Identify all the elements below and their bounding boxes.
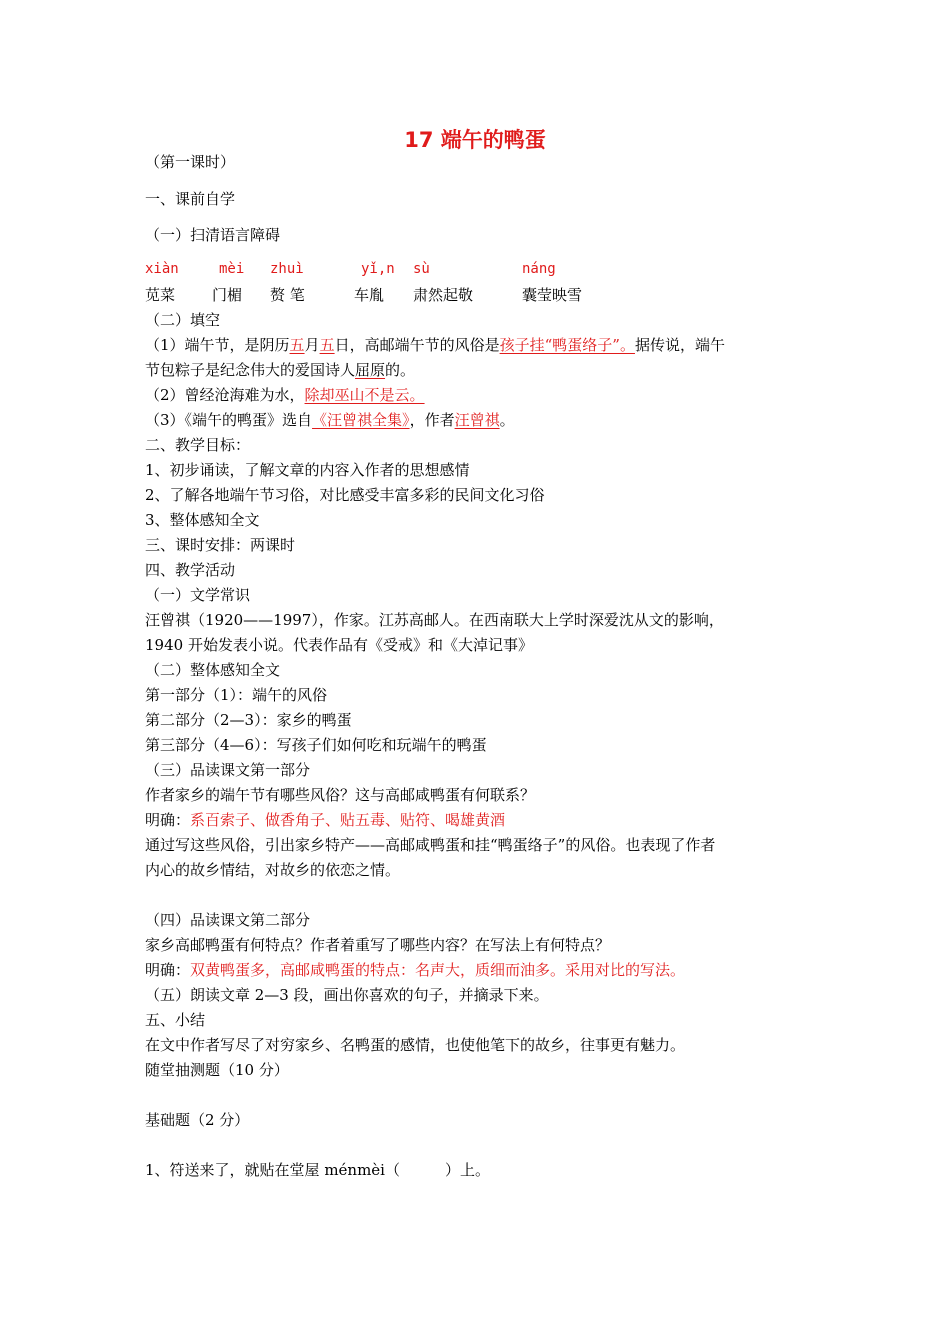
- explanation-text: 通过写这些风俗，引出家乡特产——高邮咸鸭蛋和挂“鸭蛋络子”的风俗。也表现了作者: [145, 836, 716, 854]
- goal-item: 2、了解各地端午节习俗，对比感受丰富多彩的民间文化习俗: [145, 486, 545, 504]
- answer-blank: 五: [289, 336, 305, 354]
- vocab-word: 赘 笔: [270, 286, 305, 304]
- pinyin-label: zhuì: [270, 261, 304, 277]
- fill-question-1-cont: 节包粽子是纪念伟大的爱国诗人屈原的。: [145, 361, 416, 379]
- subsection-heading: （四）品读课文第二部分: [145, 911, 311, 929]
- section-heading-2: 二、教学目标：: [145, 436, 251, 454]
- vocab-word: 车胤: [354, 286, 385, 304]
- answer-blank: 汪曾祺: [454, 411, 500, 429]
- section-heading-4: 四、教学活动: [145, 561, 236, 579]
- answer-text: 系百索子、做香角子、贴五毒、贴符、喝雄黄酒: [190, 811, 506, 829]
- fill-question-3: （3）《端午的鸭蛋》选自《汪曾祺全集》，作者汪曾祺。: [145, 411, 515, 429]
- lesson-period: （第一课时）: [145, 153, 236, 171]
- subsection-heading: （三）品读课文第一部分: [145, 761, 311, 779]
- vocab-word: 苋菜: [145, 286, 176, 304]
- part-item: 第二部分（2—3）：家乡的鸭蛋: [145, 711, 352, 729]
- answer-blank: 五: [319, 336, 335, 354]
- pinyin-label: sù: [413, 261, 430, 277]
- answer-blank: 孩子挂“鸭蛋络子”。: [499, 336, 635, 354]
- author-info: 1940 开始发表小说。代表作品有《受戒》和《大淖记事》: [145, 636, 533, 654]
- page-title: 17 端午的鸭蛋: [404, 128, 546, 152]
- goal-item: 1、初步诵读，了解文章的内容入作者的思想感情: [145, 461, 470, 479]
- answer-text: 双黄鸭蛋多，高邮咸鸭蛋的特点：名声大，质细而油多。采用对比的写法。: [190, 961, 686, 979]
- vocab-word: 门楣: [212, 286, 243, 304]
- basic-question: 1、符送来了，就贴在堂屋 ménmèi（ ）上。: [145, 1161, 490, 1179]
- question-text: 家乡高邮鸭蛋有何特点？作者着重写了哪些内容？在写法上有何特点？: [145, 936, 611, 954]
- fill-question-1: （1）端午节，是阴历五月五日，高邮端午节的风俗是孩子挂“鸭蛋络子”。据传说，端午: [145, 336, 725, 354]
- answer-blank: 《汪曾祺全集》: [312, 411, 410, 429]
- quiz-heading: 随堂抽测题（10 分）: [145, 1061, 289, 1079]
- basic-heading: 基础题（2 分）: [145, 1111, 250, 1129]
- pinyin-label: mèi: [219, 261, 245, 277]
- subsection-heading: （一）扫清语言障碍: [145, 226, 281, 244]
- vocab-word: 肃然起敬: [413, 286, 474, 304]
- author-info: 汪曾祺（1920——1997），作家。江苏高邮人。在西南联大上学时深爱沈从文的影响，: [145, 611, 724, 629]
- fill-question-2: （2）曾经沧海难为水，除却巫山不是云。: [145, 386, 425, 404]
- section-heading-1: 一、课前自学: [145, 190, 236, 208]
- pinyin-label: náng: [522, 261, 556, 277]
- subsection-heading: （二）整体感知全文: [145, 661, 281, 679]
- part-item: 第三部分（4—6）：写孩子们如何吃和玩端午的鸭蛋: [145, 736, 487, 754]
- answer-blank: 屈原: [355, 361, 386, 379]
- summary-text: 在文中作者写尽了对穷家乡、名鸭蛋的感情，也使他笔下的故乡，往事更有魅力。: [145, 1036, 686, 1054]
- answer-line: 明确：双黄鸭蛋多，高邮咸鸭蛋的特点：名声大，质细而油多。采用对比的写法。: [145, 961, 686, 979]
- section-heading-3: 三、课时安排：两课时: [145, 536, 296, 554]
- subsection-heading: （一）文学常识: [145, 586, 251, 604]
- question-text: 作者家乡的端午节有哪些风俗？这与高邮咸鸭蛋有何联系？: [145, 786, 536, 804]
- pinyin-label: yǐ,n: [361, 261, 395, 277]
- pinyin-label: xiàn: [145, 261, 179, 277]
- subsection-heading: （五）朗读文章 2—3 段，画出你喜欢的句子，并摘录下来。: [145, 986, 549, 1004]
- explanation-text: 内心的故乡情结，对故乡的依恋之情。: [145, 861, 401, 879]
- answer-blank: 除却巫山不是云。: [304, 386, 425, 404]
- vocab-word: 囊莹映雪: [522, 286, 583, 304]
- goal-item: 3、整体感知全文: [145, 511, 260, 529]
- answer-line: 明确：系百索子、做香角子、贴五毒、贴符、喝雄黄酒: [145, 811, 506, 829]
- part-item: 第一部分（1）：端午的风俗: [145, 686, 328, 704]
- section-heading-5: 五、小结: [145, 1011, 206, 1029]
- subsection-heading: （二）填空: [145, 311, 221, 329]
